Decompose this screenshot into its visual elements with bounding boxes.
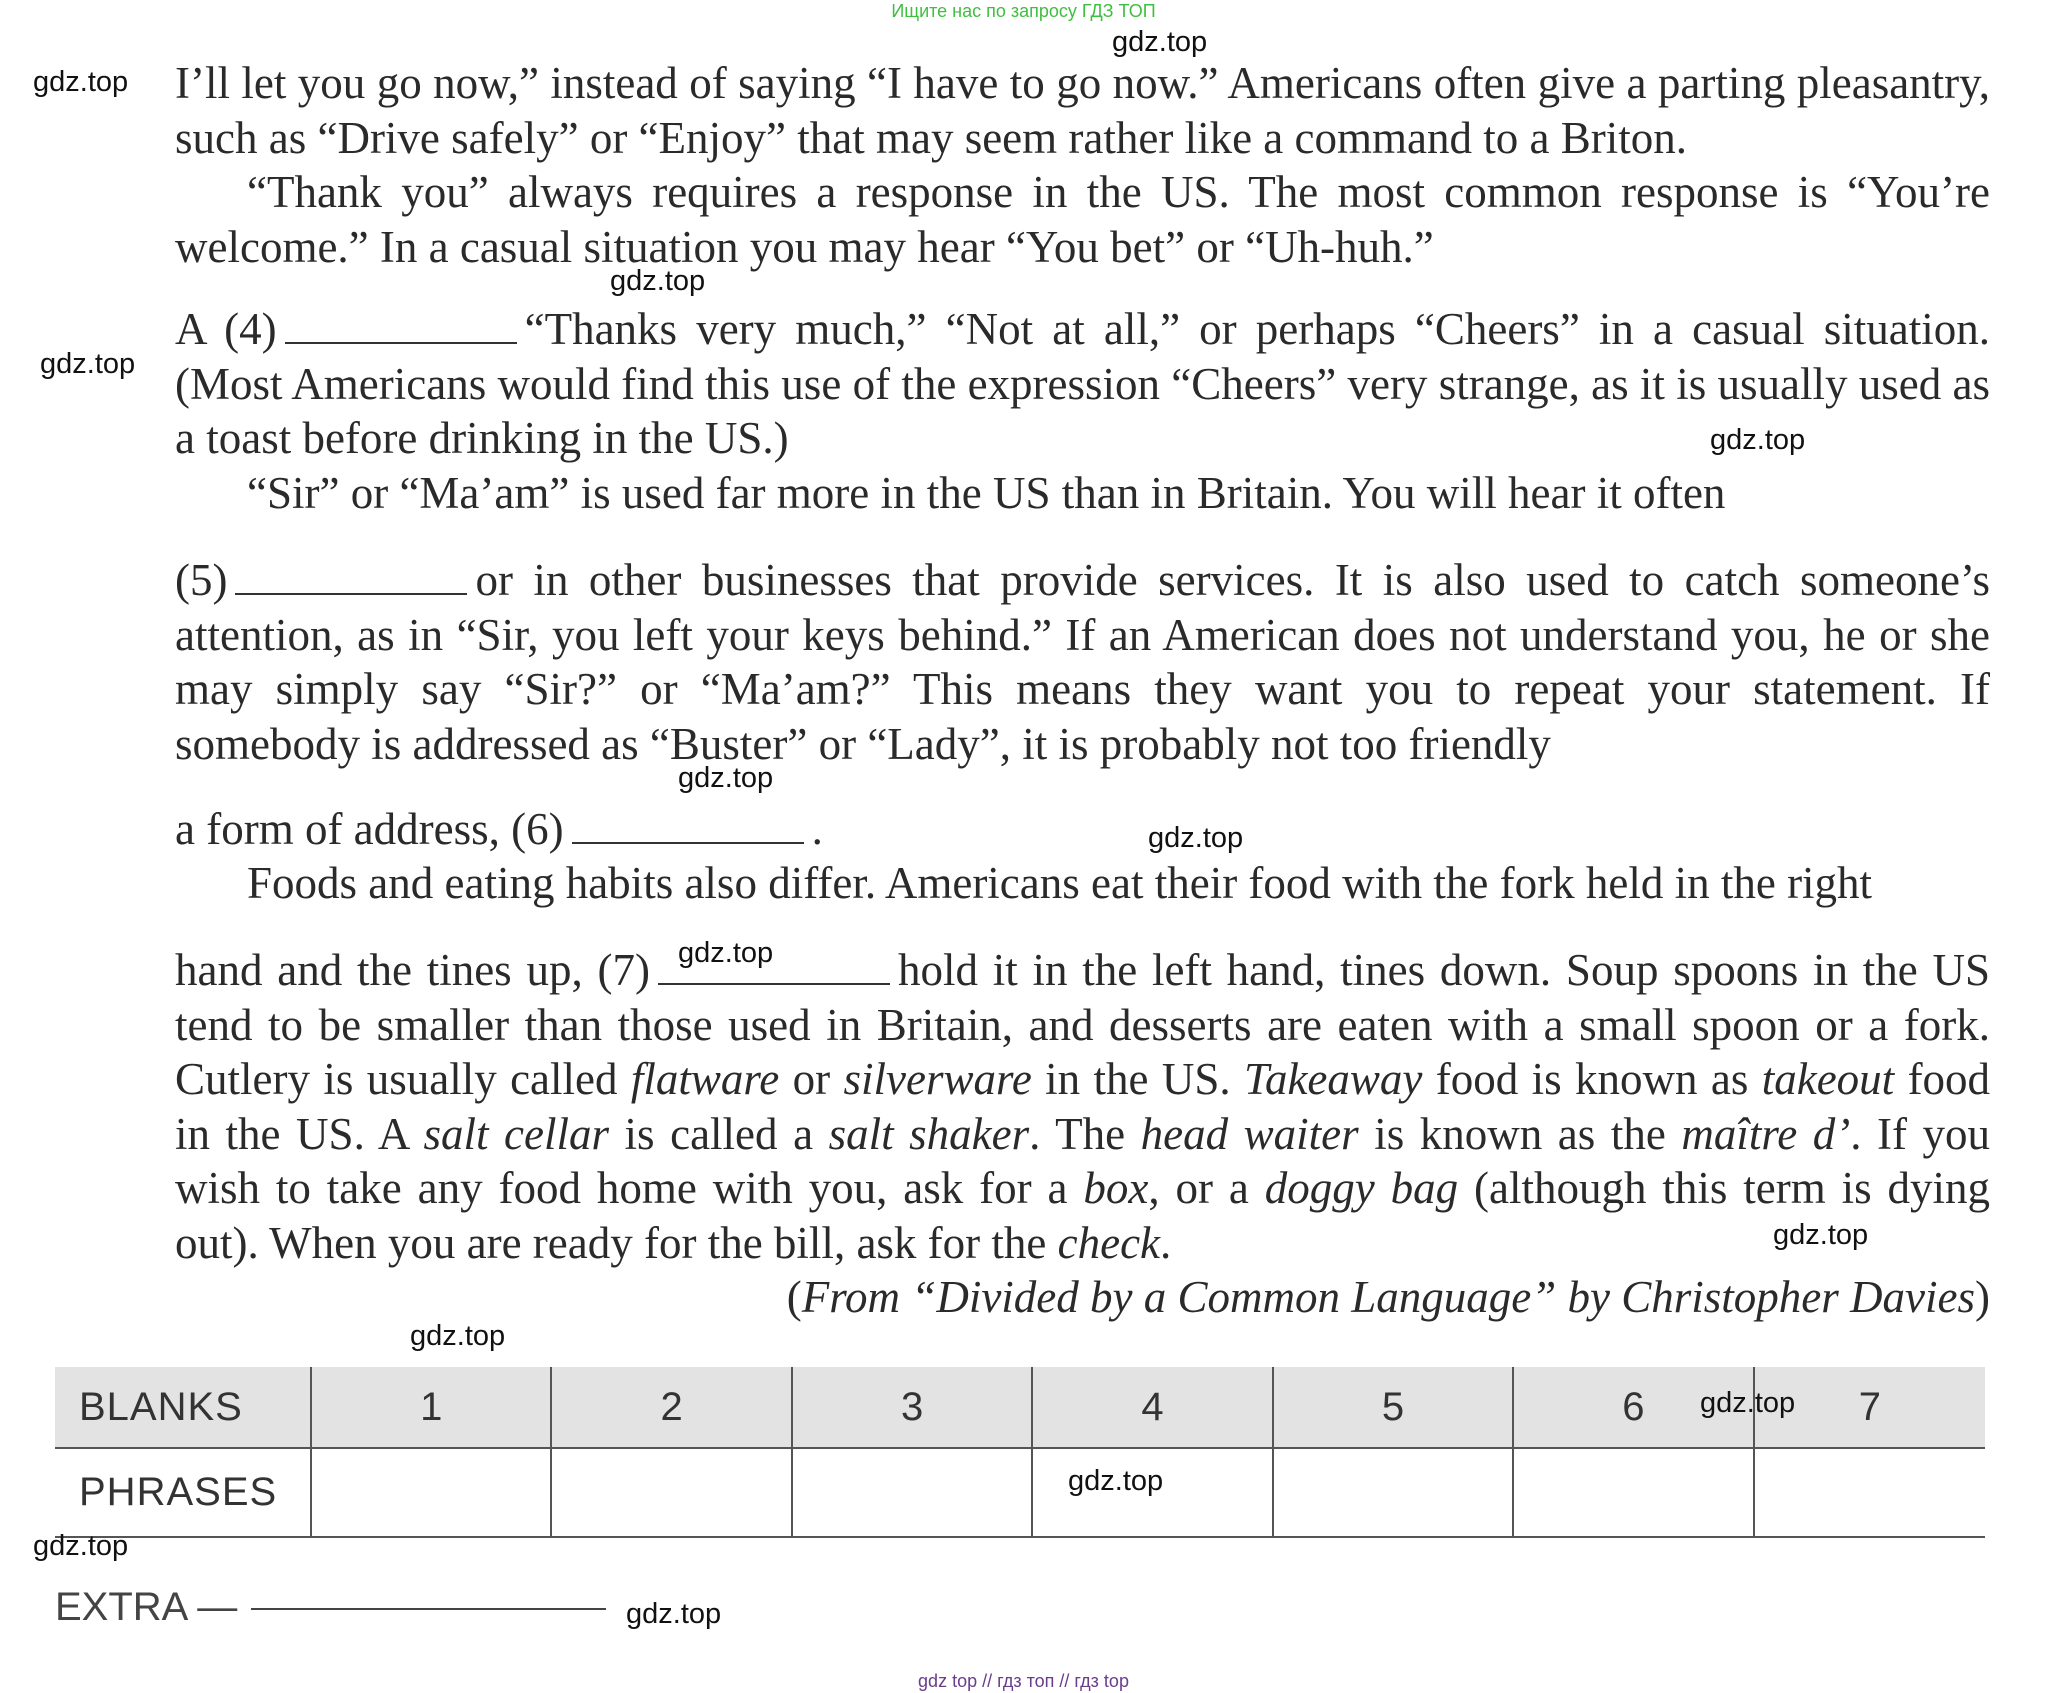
watermark: gdz.top <box>1710 424 1806 456</box>
watermark: gdz.top <box>678 937 774 969</box>
extra-row <box>55 1585 606 1630</box>
watermark: gdz.top <box>1773 1219 1869 1251</box>
paren-open: ( <box>786 1272 802 1322</box>
phrase-cell[interactable] <box>1273 1448 1513 1537</box>
italic-term: Takeaway <box>1244 1054 1423 1104</box>
text-run: . The <box>1029 1108 1126 1159</box>
blank-number: 7 <box>1754 1367 1985 1448</box>
italic-term: salt cellar <box>423 1108 609 1159</box>
italic-term: maître d’ <box>1681 1108 1851 1159</box>
text-run: or <box>792 1054 831 1104</box>
watermark: gdz.top <box>1112 26 1208 58</box>
italic-term: takeout <box>1761 1054 1895 1104</box>
blank-4 <box>285 342 517 344</box>
italic-term: flatware <box>630 1054 780 1104</box>
phrases-row <box>55 1448 1985 1537</box>
text-run: food in the US. A <box>175 1054 1991 1159</box>
paren-close: ) <box>1975 1272 1990 1322</box>
extra-label: EXTRA — <box>55 1585 238 1629</box>
answer-grid <box>55 1367 1985 1532</box>
watermark: gdz.top <box>33 1530 129 1562</box>
italic-term: silverware <box>843 1054 1032 1104</box>
watermark: gdz.top <box>678 762 774 794</box>
paragraph-3-rest: “Thanks very much,” “Not at all,” or perhaps “Cheers” in a casual situation. (Most Americans would find this use of the expression “Cheers” very strange, as it is usually used as a toast before drinking in the US.) <box>175 304 1990 463</box>
paragraph-6-start: a form of address, (6) <box>175 804 564 854</box>
text-run: food is known as <box>1435 1054 1749 1104</box>
paragraph-1: I’ll let you go now,” instead of saying “I have to go now.” Americans often give a parting pleasantry, such as “Drive safely” or “Enjoy” that may seem rather like a command to a Briton. <box>175 58 1990 163</box>
paragraph-5 <box>175 553 1990 771</box>
blank-5 <box>235 593 467 595</box>
text-run: . <box>1160 1217 1172 1268</box>
blank-6 <box>572 842 804 844</box>
text-run: is known as the <box>1374 1108 1666 1159</box>
blank-number: 2 <box>551 1367 791 1448</box>
blank-number: 4 <box>1032 1367 1272 1448</box>
paragraph-6 <box>175 802 1990 857</box>
blank-7 <box>658 983 890 985</box>
watermark: gdz.top <box>626 1598 722 1630</box>
extra-answer-line[interactable] <box>251 1608 606 1610</box>
text-run: is called a <box>624 1108 814 1159</box>
source-text: From “Divided by a Common Language” by Christopher Davies <box>801 1272 1975 1322</box>
blanks-row <box>55 1367 1985 1448</box>
top-banner[interactable]: Ищите нас по запросу ГДЗ ТОП <box>891 1 1156 21</box>
phrase-cell[interactable] <box>311 1448 551 1537</box>
italic-term: box <box>1083 1163 1149 1213</box>
italic-term: check <box>1057 1217 1161 1268</box>
text-run: in the US. <box>1045 1054 1231 1104</box>
phrase-cell[interactable] <box>551 1448 791 1537</box>
text-run: , or a <box>1148 1163 1249 1213</box>
blank-number: 6 <box>1513 1367 1753 1448</box>
text-run: hold it in the left hand, tines down. Soup spoons in the US tend to be smaller than those used in Britain, and desserts are eaten with a small spoon or a fork. Cutlery is usually called <box>175 945 1991 1104</box>
paragraph-3-start: A (4) <box>175 304 277 354</box>
watermark: gdz.top <box>40 348 136 380</box>
phrases-label: PHRASES <box>55 1448 311 1537</box>
blank-number: 3 <box>792 1367 1032 1448</box>
paragraph-6-end: . <box>811 804 823 854</box>
phrase-cell[interactable] <box>1513 1448 1753 1537</box>
watermark: gdz.top <box>1148 822 1244 854</box>
blank-number: 1 <box>311 1367 551 1448</box>
italic-term: doggy bag <box>1264 1163 1459 1213</box>
italic-term: salt shaker <box>828 1108 1030 1159</box>
text-run: hand and the tines up, (7) <box>175 945 650 995</box>
phrase-cell[interactable] <box>792 1448 1032 1537</box>
paragraph-8 <box>175 943 1990 1270</box>
watermark: gdz.top <box>33 66 129 98</box>
paragraph-4: “Sir” or “Ma’am” is used far more in the US than in Britain. You will hear it often <box>247 468 1726 518</box>
paragraph-5-rest: or in other businesses that provide services. It is also used to catch someone’s attention, as in “Sir, you left your keys behind.” If an American does not understand you, he or she may simply say “Sir?” or “Ma’am?” This means they want you to repeat your statement. If somebody is addressed as “Buster” or “Lady”, it is probably not too friendly <box>175 555 1990 769</box>
paragraph-5-start: (5) <box>175 555 228 605</box>
watermark: gdz.top <box>1068 1465 1164 1497</box>
watermark: gdz.top <box>610 265 706 297</box>
phrase-cell[interactable] <box>1754 1448 1985 1537</box>
bottom-banner[interactable]: gdz top // гдз топ // гдз top <box>918 1671 1129 1691</box>
watermark: gdz.top <box>1700 1387 1796 1419</box>
watermark: gdz.top <box>410 1320 506 1352</box>
text-run: (although this term is dying out). When you are ready for the bill, ask for the <box>175 1163 1990 1268</box>
italic-term: head waiter <box>1140 1108 1359 1159</box>
text-run: . If you wish to take any food home with you, ask for a <box>175 1108 1991 1213</box>
blank-number: 5 <box>1273 1367 1513 1448</box>
paragraph-2: “Thank you” always requires a response in the US. The most common response is “You’re welcome.” In a casual situation you may hear “You bet” or “Uh-huh.” <box>175 167 1990 272</box>
source-citation <box>175 1270 1990 1325</box>
blanks-label: BLANKS <box>55 1367 311 1448</box>
paragraph-7: Foods and eating habits also differ. Americans eat their food with the fork held in the right <box>247 858 1873 908</box>
